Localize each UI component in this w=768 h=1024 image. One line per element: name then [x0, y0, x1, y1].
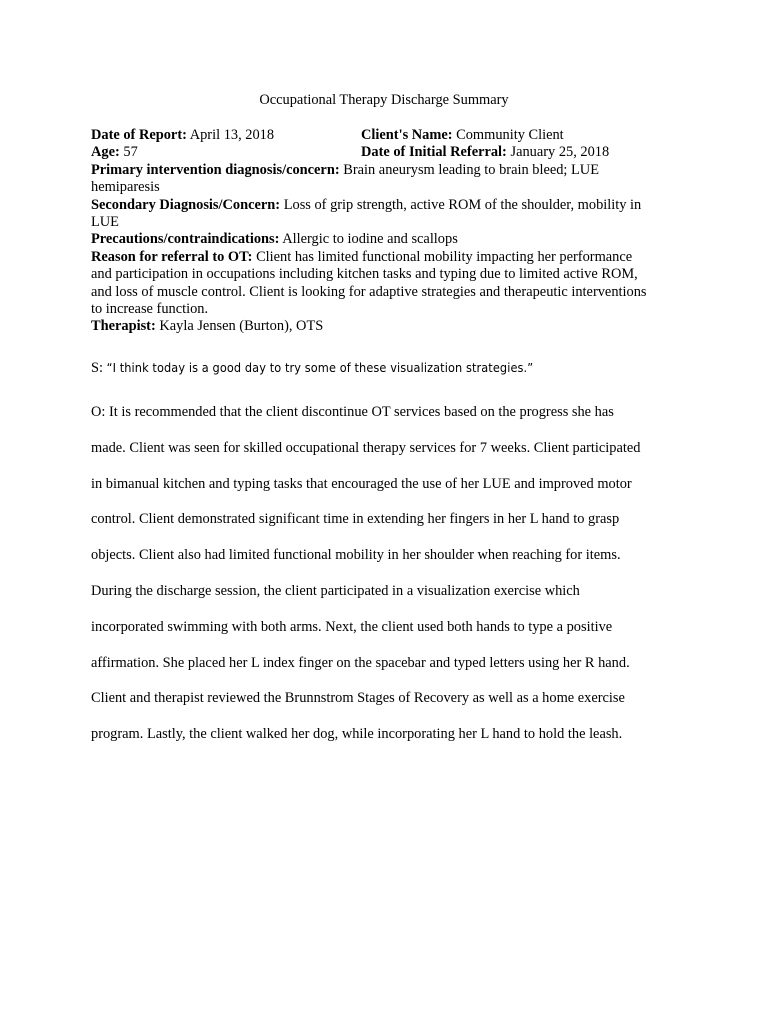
- reason-line-2: and participation in occupations including kitchen tasks and typing due to limited active ROM,: [91, 266, 638, 283]
- reason-line-1: [91, 249, 681, 266]
- objective-line: O: It is recommended that the client discontinue OT services based on the progress she has: [91, 404, 614, 420]
- primary-diagnosis-value-1: Brain aneurysm leading to brain bleed; LUE: [343, 161, 599, 178]
- reason-label: Reason for referral to OT:: [91, 248, 253, 265]
- subjective-paragraph: [91, 360, 691, 377]
- date-of-report: [91, 127, 274, 144]
- client-name-value: Community Client: [456, 127, 564, 143]
- objective-line: program. Lastly, the client walked her dog, while incorporating her L hand to hold the leash.: [91, 726, 623, 743]
- objective-line: affirmation. She placed her L index finger on the spacebar and typed letters using her R hand.: [91, 654, 630, 671]
- header-block: [91, 127, 681, 336]
- primary-diagnosis-line-1: [91, 162, 681, 179]
- objective-line: in bimanual kitchen and typing tasks that encouraged the use of her LUE and improved motor: [91, 475, 632, 492]
- document-title: Occupational Therapy Discharge Summary: [259, 92, 509, 108]
- subjective-quote: “I think today is a good day to try some of these visualization strategies.”: [106, 360, 534, 375]
- reason-value-1: Client has limited functional mobility impacting her performance: [256, 248, 633, 265]
- reason-line-3: and loss of muscle control. Client is looking for adaptive strategies and therapeutic interventions: [91, 283, 647, 300]
- date-of-report-value: April 13, 2018: [189, 127, 275, 143]
- therapist-label: Therapist:: [91, 318, 156, 335]
- client-name-label: Client's Name:: [361, 127, 453, 143]
- precautions-line: [91, 231, 681, 248]
- date-of-report-label: Date of Report:: [91, 127, 187, 143]
- objective-line: incorporated swimming with both arms. Next, the client used both hands to type a positive: [91, 618, 613, 635]
- reason-line-4: to increase function.: [91, 301, 209, 318]
- objective-line: made. Client was seen for skilled occupational therapy services for 7 weeks. Client participated: [91, 439, 641, 456]
- age-value: 57: [123, 144, 138, 161]
- age: [91, 144, 138, 161]
- initial-referral: [361, 144, 609, 161]
- secondary-diagnosis-line-2: LUE: [91, 214, 119, 230]
- therapist-line: [91, 318, 681, 335]
- initial-referral-value: January 25, 2018: [510, 144, 610, 161]
- age-referral-row: [91, 144, 681, 161]
- secondary-diagnosis-line-1: [91, 197, 681, 214]
- report-client-row: [91, 127, 681, 144]
- subjective-prefix: S:: [91, 360, 107, 376]
- objective-paragraph: [91, 395, 691, 753]
- primary-diagnosis-line-2: hemiparesis: [91, 179, 160, 196]
- precautions-label: Precautions/contraindications:: [91, 231, 280, 248]
- secondary-diagnosis-value-1: Loss of grip strength, active ROM of the shoulder, mobility in: [283, 196, 642, 213]
- secondary-diagnosis-label: Secondary Diagnosis/Concern:: [91, 196, 281, 213]
- objective-line: During the discharge session, the client participated in a visualization exercise which: [91, 582, 580, 599]
- age-label: Age:: [91, 144, 120, 161]
- client-name: [361, 127, 564, 144]
- therapist-value: Kayla Jensen (Burton), OTS: [159, 318, 324, 335]
- objective-line: Client and therapist reviewed the Brunnstrom Stages of Recovery as well as a home exercise: [91, 690, 625, 707]
- objective-line: objects. Client also had limited functional mobility in her shoulder when reaching for items.: [91, 547, 621, 564]
- precautions-value: Allergic to iodine and scallops: [282, 231, 458, 248]
- primary-diagnosis-label: Primary intervention diagnosis/concern:: [91, 161, 340, 178]
- objective-line: control. Client demonstrated significant time in extending her fingers in her L hand to grasp: [91, 511, 620, 528]
- initial-referral-label: Date of Initial Referral:: [361, 144, 507, 161]
